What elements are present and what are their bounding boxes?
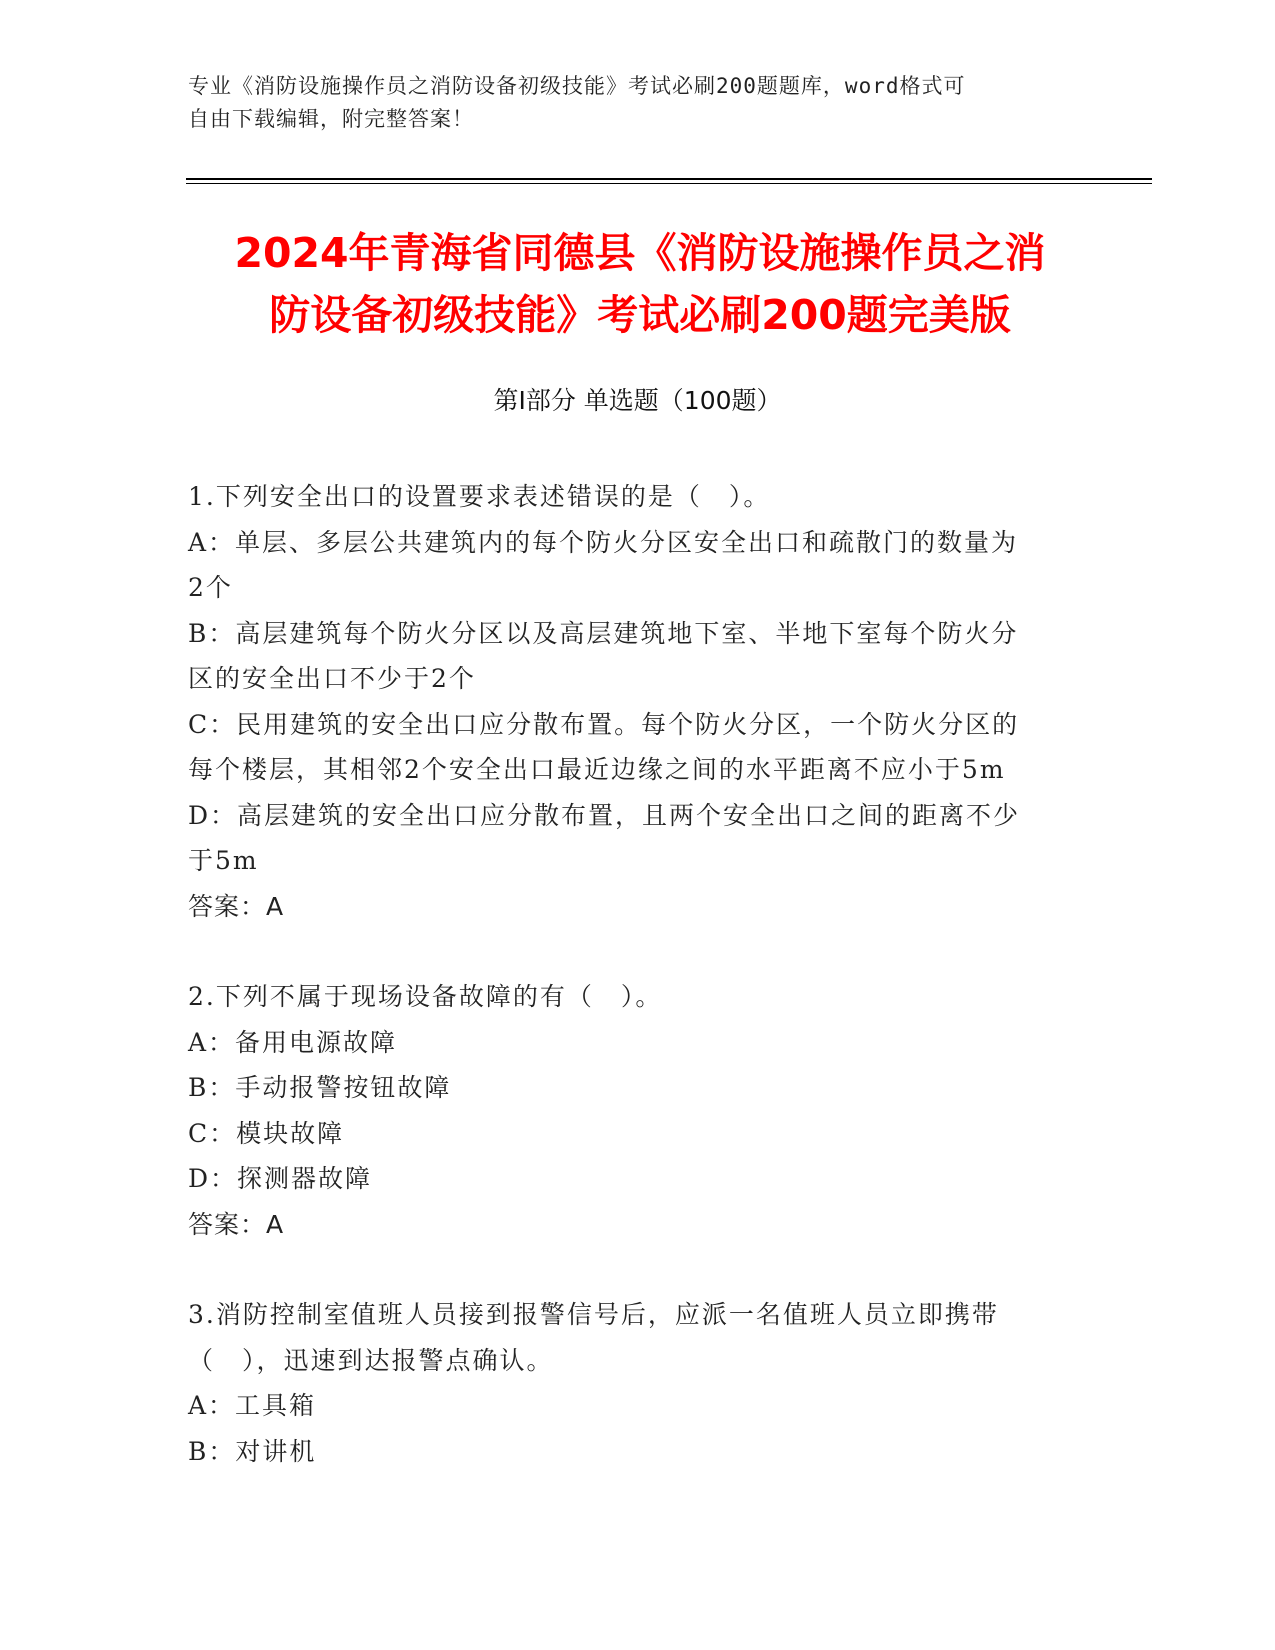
option-line: 每个楼层，其相邻2个安全出口最近边缘之间的水平距离不应小于5m — [188, 755, 1006, 784]
question-3 — [188, 1292, 1073, 1474]
header-note-line: 专业《消防设施操作员之消防设备初级技能》考试必刷200题题库，word格式可 — [188, 74, 966, 98]
option-line: 于5m — [188, 846, 259, 875]
header-note — [188, 70, 1068, 136]
question-stem: 2.下列不属于现场设备故障的有（ ）。 — [188, 982, 663, 1011]
answer-label: 答案：A — [188, 891, 285, 921]
option-line: C：民用建筑的安全出口应分散布置。每个防火分区，一个防火分区的 — [188, 709, 1020, 739]
section-title: 第Ⅰ部分 单选题（100题） — [493, 386, 782, 415]
answer-label: 答案：A — [188, 1209, 285, 1239]
document-title — [160, 222, 1120, 346]
option-line: A：单层、多层公共建筑内的每个防火分区安全出口和疏散门的数量为 — [188, 527, 1019, 557]
option-line: D：探测器故障 — [188, 1164, 373, 1193]
option-line: D：高层建筑的安全出口应分散布置，且两个安全出口之间的距离不少 — [188, 800, 1021, 830]
header-note-line: 自由下载编辑，附完整答案！ — [188, 107, 474, 131]
option-line: C：模块故障 — [188, 1118, 345, 1148]
option-line: A：备用电源故障 — [188, 1027, 398, 1057]
option-line: B：对讲机 — [188, 1436, 317, 1466]
question-list — [188, 474, 1073, 1474]
question-stem: （ ），迅速到达报警点确认。 — [188, 1345, 554, 1375]
question-2 — [188, 974, 1073, 1247]
option-line: B：手动报警按钮故障 — [188, 1073, 452, 1102]
option-line: 2个 — [188, 573, 233, 602]
document-title-line: 防设备初级技能》考试必刷200题完美版 — [269, 291, 1011, 339]
question-stem: 1.下列安全出口的设置要求表述错误的是（ ）。 — [188, 482, 771, 511]
header-divider-thick — [186, 178, 1152, 180]
option-line: B：高层建筑每个防火分区以及高层建筑地下室、半地下室每个防火分 — [188, 618, 1019, 648]
header-divider-thin — [186, 183, 1152, 184]
question-1 — [188, 474, 1073, 929]
question-stem: 3.消防控制室值班人员接到报警信号后，应派一名值班人员立即携带 — [188, 1300, 999, 1329]
option-line: 区的安全出口不少于2个 — [188, 664, 476, 693]
document-title-line: 2024年青海省同德县《消防设施操作员之消 — [234, 229, 1046, 277]
option-line: A：工具箱 — [188, 1391, 317, 1420]
